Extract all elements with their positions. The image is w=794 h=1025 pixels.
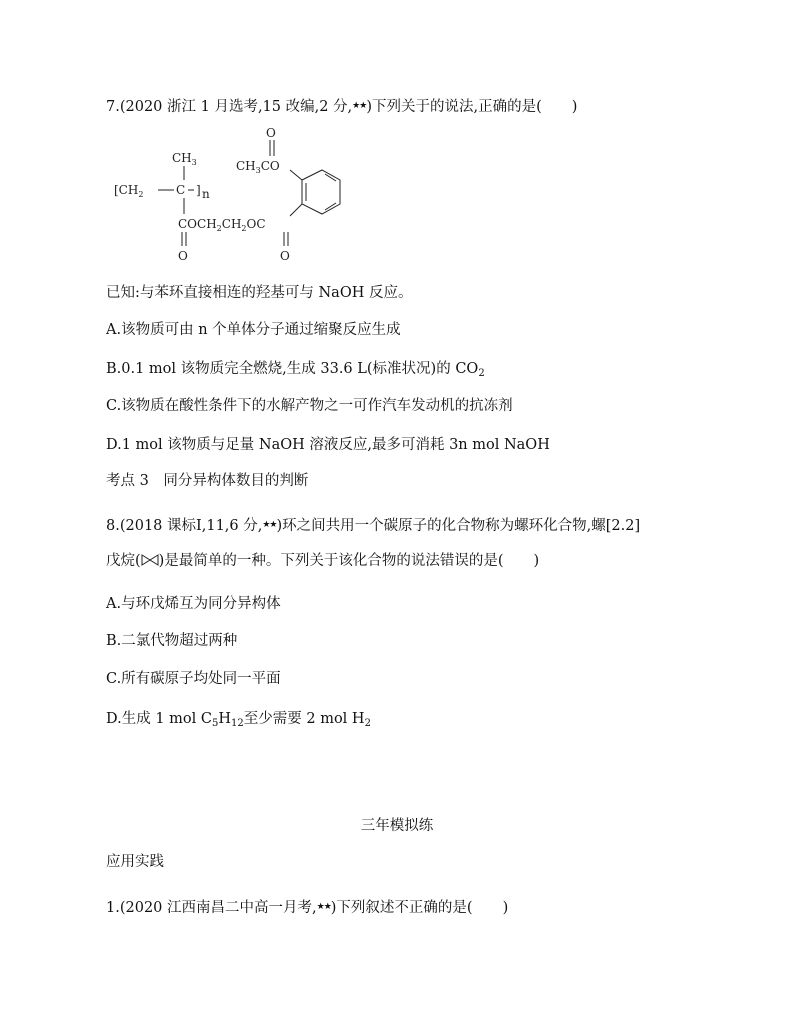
section-title: 三年模拟练 <box>360 818 434 834</box>
ester-chain-label: $COCH_2CH_2OC$ <box>178 217 266 233</box>
chain-n-label: n <box>202 187 210 201</box>
chain-left-label: [$CH_2$ <box>114 183 144 199</box>
subsection-title: 应用实践 <box>106 854 164 870</box>
chain-c-label: C <box>176 183 186 197</box>
bond-ring-ester <box>290 204 302 216</box>
q7-option-b: B.0.1 mol 该物质完全燃烧,生成 33.6 L(标准状况)的 $CO_2$ <box>106 361 485 379</box>
o-bottom-left: O <box>178 249 188 263</box>
question-8-stem-line1: 8.(2018 课标Ⅰ,11,6 分,★★)环之间共用一个碳原子的化合物称为螺环化合物,螺[2.2] <box>106 518 641 534</box>
o-top-label: O <box>266 126 276 140</box>
question-8-stem-line2: 戊烷( )是最简单的一种。下列关于该化合物的说法错误的是( ) <box>106 553 540 569</box>
q8-option-c: C.所有碳原子均处同一平面 <box>106 671 281 687</box>
bond-o-ring <box>290 170 302 180</box>
difficulty-stars-icon: ★★ <box>262 520 277 530</box>
q7-known-info: 已知:与苯环直接相连的羟基可与 NaOH 反应。 <box>106 285 413 301</box>
q8-option-a: A.与环戊烯互为同分异构体 <box>106 596 281 612</box>
q8-option-d: D.生成 1 mol $C_5H_{12}$至少需要 2 mol $H_2$ <box>106 711 371 729</box>
q7-option-c: C.该物质在酸性条件下的水解产物之一可作汽车发动机的抗冻剂 <box>106 398 513 414</box>
q7-prefix: 7.(2020 浙江 1 月选考,15 改编,2 分, <box>106 99 353 115</box>
ch3co-label: $CH_3CO$ <box>236 159 280 175</box>
difficulty-stars-icon: ★★ <box>352 101 367 111</box>
spiropentane-icon <box>141 554 159 566</box>
q7-option-a: A.该物质可由 n 个单体分子通过缩聚反应生成 <box>106 322 401 338</box>
q7-suffix: )下列关于的说法,正确的是( <box>366 99 542 115</box>
question-1-stem: 1.(2020 江西南昌二中高一月考,★★)下列叙述不正确的是( ) <box>106 900 509 916</box>
q7-option-d: D.1 mol 该物质与足量 NaOH 溶液反应,最多可消耗 3n mol NaOH <box>106 437 550 453</box>
q7-close: ) <box>571 99 578 115</box>
o-bottom-right: O <box>280 249 290 263</box>
kaodian-heading: 考点 3 同分异构体数目的判断 <box>106 473 309 489</box>
q8-option-b: B.二氯代物超过两种 <box>106 633 238 649</box>
polymer-structure-diagram <box>112 124 342 266</box>
question-7-stem <box>106 96 577 117</box>
difficulty-stars-icon: ★★ <box>316 902 331 912</box>
svg-text:]: ] <box>196 183 201 197</box>
ch3-top-label: $CH_3$ <box>172 151 197 167</box>
benzene-ring <box>302 170 340 214</box>
